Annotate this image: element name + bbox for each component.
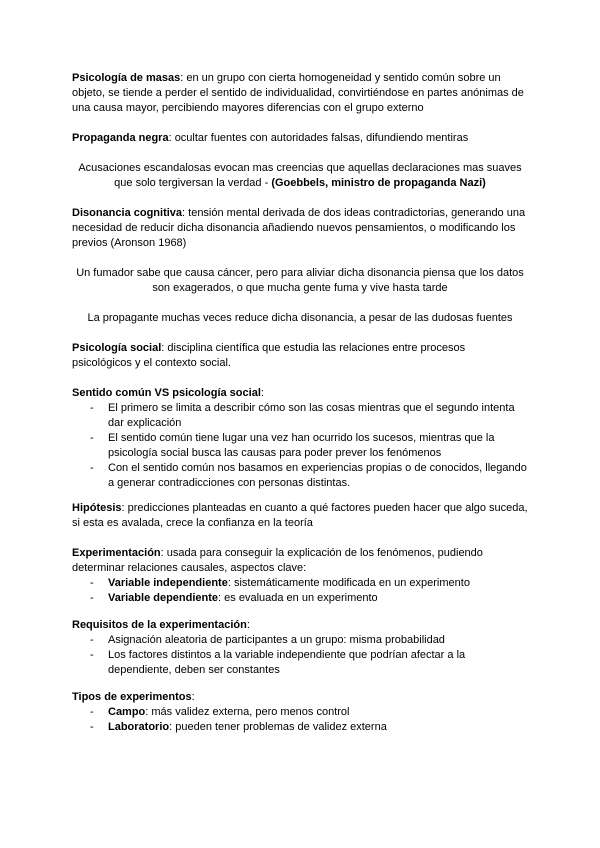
definition-propaganda-negra: : ocultar fuentes con autoridades falsas, difundiendo mentiras [168, 132, 469, 144]
heading-colon: : [246, 619, 250, 631]
list-item [72, 705, 528, 720]
definition-hipotesis: : predicciones planteadas en cuanto a qué factores pueden hacer que algo suceda, si esta es avalada, crece la confianza en la teoría [72, 502, 528, 529]
definition-psicologia-social: : disciplina científica que estudia las relaciones entre procesos psicológicos y el contexto social. [72, 342, 466, 369]
list-tipos [72, 705, 528, 735]
definition-variable: : es evaluada en un experimento [218, 592, 378, 604]
heading-tipos [72, 690, 528, 705]
list-item [72, 576, 528, 591]
list-item [72, 591, 528, 606]
paragraph-hipotesis [72, 501, 528, 531]
term-psicologia-masas: Psicología de masas [72, 72, 181, 84]
term-experimentacion: Experimentación [72, 547, 161, 559]
list-item: - Con el sentido común nos basamos en experiencias propias o de conocidos, llegando a generar contradicciones con personas distintas. [72, 461, 528, 491]
definition-disonancia-cognitiva: : tensión mental derivada de dos ideas contradictorias, generando una necesidad de reducir dicha disonancia añadiendo nuevos pensamientos, o modificando los previos (Aronson 1968) [72, 207, 526, 249]
example-propagante: La propagante muchas veces reduce dicha disonancia, a pesar de las dudosas fuentes [87, 312, 513, 324]
heading-requisitos [72, 618, 528, 633]
list-sentido-comun [72, 401, 528, 491]
paragraph-psicologia-masas [72, 71, 528, 116]
paragraph-psicologia-social [72, 341, 528, 371]
term-propaganda-negra: Propaganda negra [72, 132, 169, 144]
heading-tipos-text: Tipos de experimentos [72, 691, 192, 703]
paragraph-propaganda-negra [72, 131, 528, 146]
list-item: - El sentido común tiene lugar una vez han ocurrido los sucesos, mientras que la psicología social busca las causas para poder prever los fenómenos [72, 431, 528, 461]
list-item: - Los factores distintos a la variable independiente que podrían afectar a la dependiente, deben ser constantes [72, 648, 528, 678]
term-psicologia-social: Psicología social [72, 342, 162, 354]
heading-colon: : [191, 691, 195, 703]
term-variable: Variable dependiente [108, 592, 219, 604]
paragraph-experimentacion [72, 546, 528, 576]
example-fumador: Un fumador sabe que causa cáncer, pero para aliviar dicha disonancia piensa que los datos son exagerados, o que mucha gente fuma y vive hasta tarde [76, 267, 524, 294]
list-variables [72, 576, 528, 606]
definition-experimentacion: : usada para conseguir la explicación de los fenómenos, pudiendo determinar relaciones causales, aspectos clave: [72, 547, 483, 574]
term-disonancia-cognitiva: Disonancia cognitiva [72, 207, 183, 219]
term-tipo: Campo [108, 706, 146, 718]
term-tipo: Laboratorio [108, 721, 170, 733]
definition-tipo: : pueden tener problemas de validez externa [169, 721, 387, 733]
document-page [72, 71, 528, 735]
term-variable: Variable independiente [108, 577, 228, 589]
paragraph-disonancia-cognitiva [72, 206, 528, 251]
definition-tipo: : más validez externa, pero menos control [145, 706, 350, 718]
list-requisitos [72, 633, 528, 678]
heading-sentido-comun [72, 386, 528, 401]
list-item: - El primero se limita a describir cómo son las cosas mientras que el segundo intenta dar explicación [72, 401, 528, 431]
definition-variable: : sistemáticamente modificada en un experimento [227, 577, 470, 589]
list-item [72, 720, 528, 735]
list-item: - Asignación aleatoria de participantes a un grupo: misma probabilidad [72, 633, 528, 648]
quote-text: Acusaciones escandalosas evocan mas creencias que aquellas declaraciones mas suaves que solo tergiversan la verdad - [78, 162, 522, 189]
heading-requisitos-text: Requisitos de la experimentación [72, 619, 247, 631]
heading-colon: : [260, 387, 264, 399]
term-hipotesis: Hipótesis [72, 502, 122, 514]
quote-author: (Goebbels, ministro de propaganda Nazi) [271, 177, 486, 189]
heading-sentido-comun-text: Sentido común VS psicología social [72, 387, 261, 399]
definition-psicologia-masas: : en un grupo con cierta homogeneidad y sentido común sobre un objeto, se tiende a perder el sentido de individualidad, convirtiéndose en partes anónimas de una causa mayor, percibiendo mayores diferencias con el grupo externo [72, 72, 524, 114]
quote-goebbels [72, 161, 528, 191]
